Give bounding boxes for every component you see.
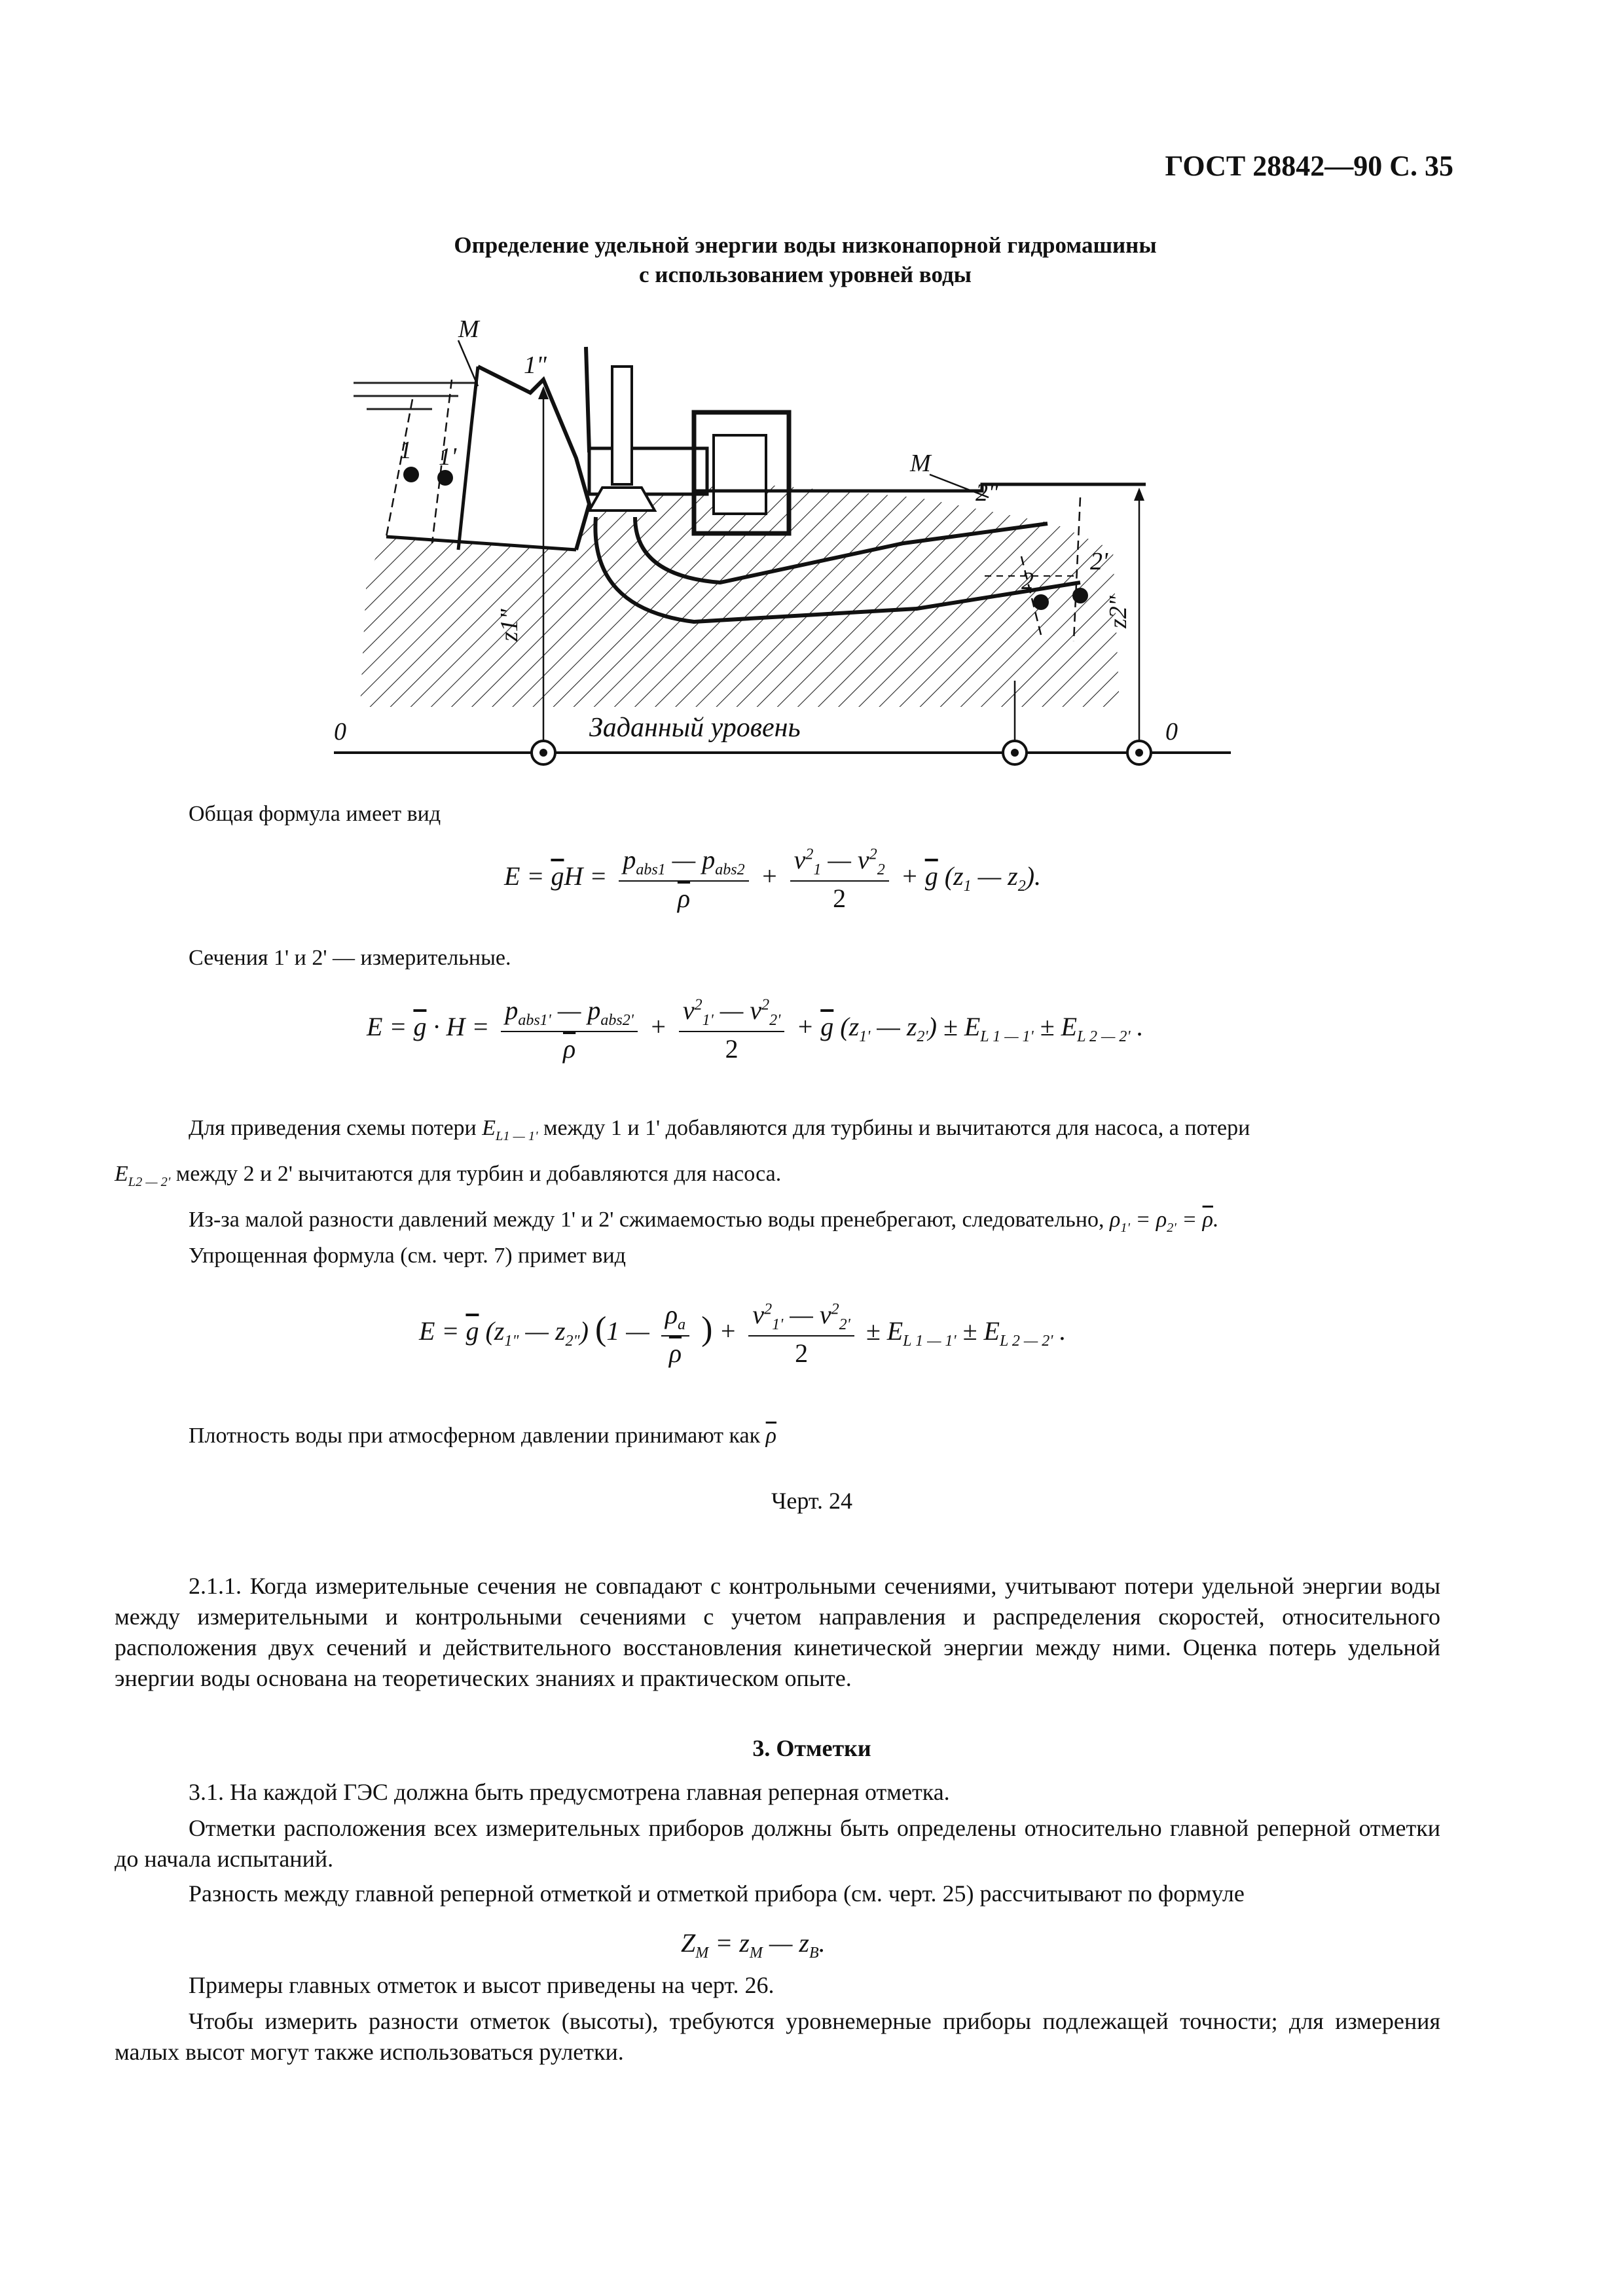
upstream-wall	[458, 367, 478, 550]
density-paragraph: Из-за малой разности давлений между 1' и 2' сжимаемостью воды пренебрегают, следовательно, $\rho_{1'} = \rho_{2'} = \overline{\rho}$.	[189, 1208, 1219, 1235]
losses-paragraph: Для приведения схемы потери $E_{L1 — 1'}$ между 1 и 1' добавляются для турбины и вычитаются для насоса, а потери	[189, 1116, 1250, 1143]
figure-title-line2: с использованием уровней воды	[639, 262, 972, 287]
label-m-right: М	[910, 450, 931, 477]
label-zero-left: 0	[334, 718, 346, 745]
general-formula-intro: Общая формула имеет вид	[189, 802, 441, 826]
label-datum: Заданный уровень	[589, 713, 801, 743]
label-z1: z1"	[496, 609, 523, 641]
label-1: 1	[399, 437, 412, 464]
label-2dd: 2"	[976, 479, 998, 507]
point-2	[1033, 594, 1049, 610]
losses-paragraph-2: $E_{L2 — 2'}$ между 2 и 2' вычитаются для турбин и добавляются для насоса.	[115, 1162, 782, 1189]
atm-density-paragraph: Плотность воды при атмосферном давлении принимают как $\overline{\rho}$	[189, 1424, 776, 1448]
formula-measurement: $E = \overline{g} \cdot H$ = $\frac{p_{abs1'} — p_{abs2'}}{\rho}$ + $\frac{v^2_{1'} — v^2_{2'}}{2}$ + $\overline{g}$ ($z_{1'}$ — $z_{2'}) \pm E_{L 1 — 1'} \pm E_{L 2 — 2'}$ .	[367, 996, 1144, 1064]
point-1	[403, 467, 419, 482]
turbine-shaft	[612, 367, 632, 484]
formula-general: $E = \overline{g}H$ = $\frac{p_{abs1} — p_{abs2}}{\rho}$ + $\frac{v^2_1 — v^2_2}{2}$ + $\overline{g}$ ($z_1$ — $z_2$).	[504, 845, 1042, 913]
figure-caption: Черт. 24	[771, 1488, 852, 1514]
paragraph-3-1-d: Примеры главных отметок и высот приведены на черт. 26.	[189, 1972, 775, 1998]
label-m-left: М	[458, 315, 479, 343]
label-z2: z2"	[1104, 596, 1132, 628]
label-1d: 1'	[439, 443, 457, 471]
runner	[589, 488, 655, 511]
paragraph-3-1-b: Отметки расположения всех измерительных приборов должны быть определены относительно главной реперной отметки до начала испытаний.	[115, 1815, 1440, 1872]
formula-simplified: $E = \overline{g}$ ($z_{1"}$ — $z_{2"}$) (1 — $\frac{\rho_a}{\rho}$ ) + $\frac{v^2_{1'} — v^2_{2'}}{2}$ ± $E_{L 1 — 1'} \pm E_{L 2 — 2'}$ .	[419, 1300, 1067, 1368]
formula-elevation: $Z_M = z_M$ — $z_B$.	[681, 1928, 826, 1962]
hydro-diagram	[327, 301, 1244, 772]
paragraph-3-1-c: Разность между главной реперной отметкой и отметкой прибора (см. черт. 25) рассчитывают по формуле	[189, 1880, 1245, 1907]
paragraph-3-1-e: Чтобы измерить разности отметок (высоты), требуются уровнемерные приборы подлежащей точности; для измерения малых высот могут также использоваться рулетки.	[115, 2008, 1440, 2065]
point-1-prime	[437, 470, 453, 486]
figure-title-line1: Определение удельной энергии воды низконапорной гидромашины	[454, 232, 1157, 258]
figure-title	[262, 230, 1349, 289]
point-2-prime	[1072, 588, 1088, 603]
label-2: 2	[1021, 567, 1034, 595]
sections-note: Сечения 1' и 2' — измерительные.	[189, 946, 511, 970]
simplified-intro: Упрощенная формула (см. черт. 7) примет вид	[189, 1244, 626, 1268]
paragraph-2-1-1: 2.1.1. Когда измерительные сечения не совпадают с контрольными сечениями, учитывают потери удельной энергии воды между измерительными и контрольными сечениями с учетом направления и распределения скоростей, относительного расположения двух сечений и действительного восстановления кинетической энергии между ними. Оценка потерь удельной энергии воды основана на теоретических знаниях и практическом опыте.	[115, 1573, 1440, 1691]
page-header: ГОСТ 28842—90 С. 35	[1165, 150, 1453, 182]
paragraph-3-1: 3.1. На каждой ГЭС должна быть предусмотрена главная реперная отметка.	[189, 1779, 950, 1805]
label-1dd: 1"	[524, 351, 547, 379]
intake-wall	[478, 367, 589, 550]
label-2d: 2'	[1090, 548, 1108, 575]
section-3-title: 3. Отметки	[752, 1735, 871, 1761]
upstream-water-lines	[354, 383, 478, 409]
label-zero-right: 0	[1165, 718, 1178, 745]
